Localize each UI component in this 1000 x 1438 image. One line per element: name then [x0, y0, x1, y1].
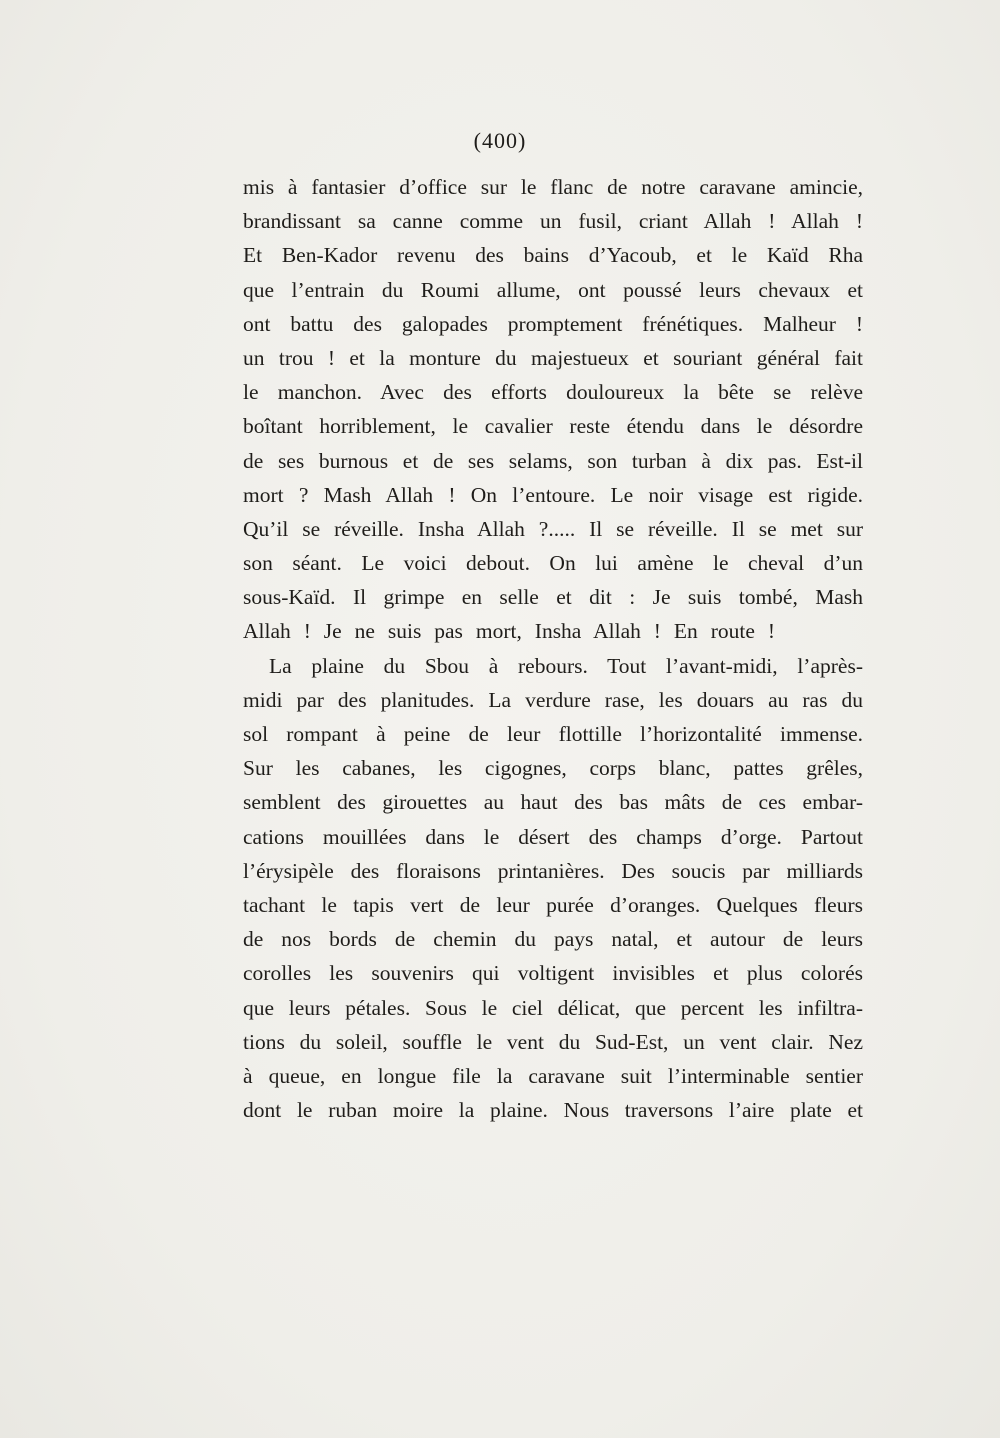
text-line: brandissant sa canne comme un fusil, criant Allah ! Allah ! — [243, 209, 863, 234]
text-line: de ses burnous et de ses selams, son turban à dix pas. Est-il — [243, 448, 863, 473]
text-line: tions du soleil, souffle le vent du Sud-Est, un vent clair. Nez — [243, 1029, 863, 1054]
text-line: un trou ! et la monture du majestueux et souriant général fait — [243, 345, 863, 370]
text-line: La plaine du Sbou à rebours. Tout l’avant-midi, l’après- — [269, 653, 863, 678]
text-line: ont battu des galopades promptement frénétiques. Malheur ! — [243, 311, 863, 336]
text-line: de nos bords de chemin du pays natal, et autour de leurs — [243, 927, 863, 952]
text-line: boîtant horriblement, le cavalier reste étendu dans le désordre — [243, 414, 863, 439]
text-line: tachant le tapis vert de leur purée d’oranges. Quelques fleurs — [243, 892, 863, 917]
text-line: midi par des planitudes. La verdure rase, les douars au ras du — [243, 687, 863, 712]
body-text — [243, 170, 863, 1127]
text-line: cations mouillées dans le désert des champs d’orge. Partout — [243, 824, 863, 849]
text-line: corolles les souvenirs qui voltigent invisibles et plus colorés — [243, 961, 863, 986]
text-line: le manchon. Avec des efforts douloureux la bête se relève — [243, 380, 863, 405]
page-number: (400) — [473, 128, 527, 153]
text-line: que l’entrain du Roumi allume, ont poussé leurs chevaux et — [243, 277, 863, 302]
text-line: l’érysipèle des floraisons printanières. Des soucis par milliards — [243, 858, 863, 883]
text-line: sol rompant à peine de leur flottille l’horizontalité immense. — [243, 722, 863, 746]
text-line: Allah ! Je ne suis pas mort, Insha Allah ! En route ! — [243, 619, 775, 644]
text-line: mort ? Mash Allah ! On l’entoure. Le noir visage est rigide. — [243, 482, 863, 507]
text-line: à queue, en longue file la caravane suit l’interminable sentier — [243, 1063, 863, 1088]
text-line: Et Ben-Kador revenu des bains d’Yacoub, et le Kaïd Rha — [243, 243, 863, 268]
text-line: semblent des girouettes au haut des bas mâts de ces embar- — [243, 790, 863, 815]
text-line: mis à fantasier d’office sur le flanc de notre caravane amincie, — [243, 175, 863, 199]
text-line: sous-Kaïd. Il grimpe en selle et dit : Je suis tombé, Mash — [243, 585, 863, 610]
text-line: Sur les cabanes, les cigognes, corps blanc, pattes grêles, — [243, 756, 863, 781]
text-line: que leurs pétales. Sous le ciel délicat, que percent les infiltra- — [243, 995, 863, 1020]
text-line: Qu’il se réveille. Insha Allah ?..... Il se réveille. Il se met sur — [243, 516, 863, 541]
text-line: son séant. Le voici debout. On lui amène le cheval d’un — [243, 551, 863, 576]
text-line: dont le ruban moire la plaine. Nous traversons l’aire plate et — [243, 1098, 863, 1123]
